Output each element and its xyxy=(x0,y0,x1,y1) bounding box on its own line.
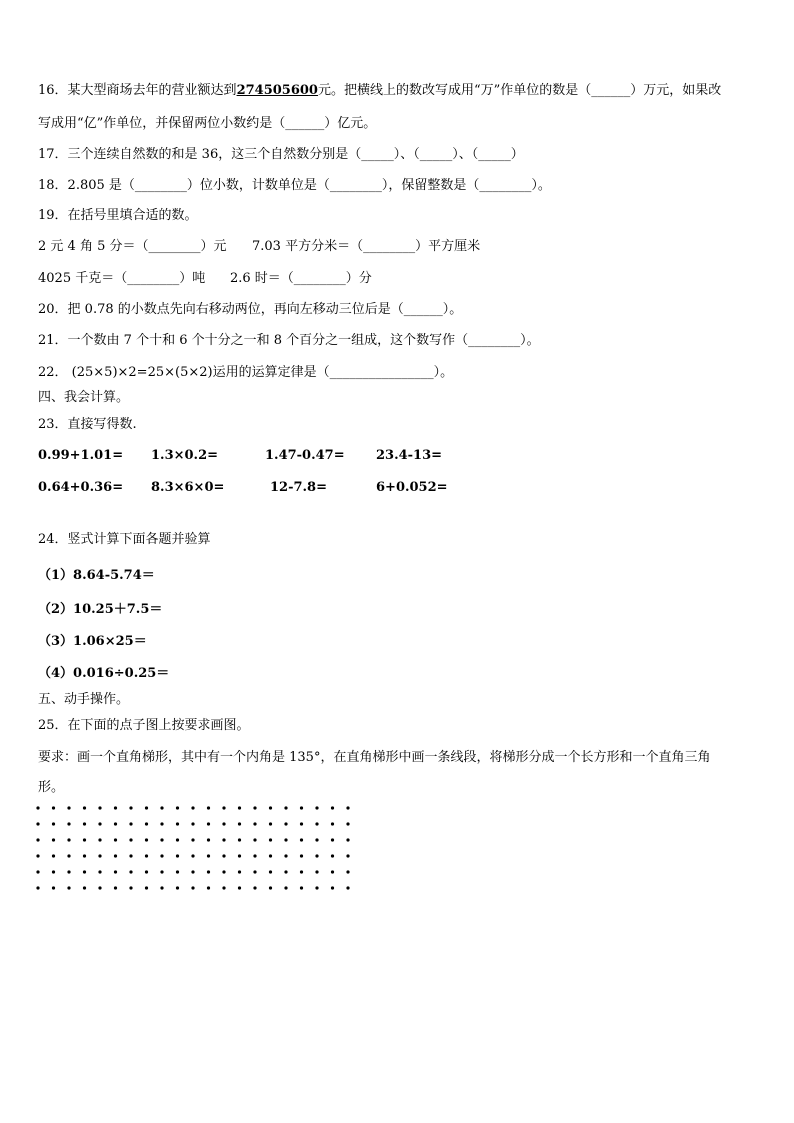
grid-dot xyxy=(207,838,210,841)
grid-dot xyxy=(331,822,334,825)
question-19-row-1-b: 7.03 平方分米＝（________）平方厘米 xyxy=(252,239,481,254)
grid-dot xyxy=(145,838,148,841)
grid-dot xyxy=(207,806,210,809)
grid-dot xyxy=(191,838,194,841)
grid-dot xyxy=(284,838,287,841)
grid-dot xyxy=(145,870,148,873)
grid-dot xyxy=(207,886,210,889)
grid-dot xyxy=(191,806,194,809)
grid-dot xyxy=(36,886,39,889)
grid-dot xyxy=(346,838,349,841)
grid-dot xyxy=(129,886,132,889)
grid-dot xyxy=(160,886,163,889)
calc-item: 12-7.8= xyxy=(270,480,327,495)
grid-dot xyxy=(129,822,132,825)
grid-dot xyxy=(222,838,225,841)
grid-dot xyxy=(36,854,39,857)
grid-dot xyxy=(67,822,70,825)
grid-dot xyxy=(222,806,225,809)
grid-dot xyxy=(331,838,334,841)
grid-dot xyxy=(145,806,148,809)
vertical-calc-item: （2）10.25＋7.5＝ xyxy=(38,602,163,617)
grid-dot xyxy=(191,854,194,857)
grid-dot xyxy=(191,870,194,873)
grid-dot xyxy=(145,854,148,857)
grid-dot xyxy=(52,870,55,873)
grid-dot xyxy=(207,854,210,857)
grid-dot xyxy=(176,838,179,841)
grid-dot xyxy=(160,822,163,825)
grid-dot xyxy=(253,822,256,825)
q16-number: 16． xyxy=(38,83,68,98)
grid-dot xyxy=(284,822,287,825)
question-23-title: 23．直接写得数. xyxy=(38,417,137,432)
grid-dot xyxy=(315,822,318,825)
grid-dot xyxy=(315,886,318,889)
question-20: 20．把 0.78 的小数点先向右移动两位，再向左移动三位后是（______）。 xyxy=(38,302,463,317)
grid-dot xyxy=(238,854,241,857)
calc-item: 1.3×0.2= xyxy=(151,448,219,463)
grid-dot xyxy=(98,822,101,825)
question-25-requirement-line-1: 要求：画一个直角梯形，其中有一个内角是 135°，在直角梯形中画一条线段，将梯形分成一个长方形和一个直角三角 xyxy=(38,750,711,765)
question-17: 17．三个连续自然数的和是 36，这三个自然数分别是（_____）、（_____）、（_____） xyxy=(38,147,524,162)
calc-item: 6+0.052= xyxy=(376,480,448,495)
grid-dot xyxy=(52,822,55,825)
grid-dot xyxy=(114,854,117,857)
grid-dot xyxy=(114,870,117,873)
grid-dot xyxy=(284,806,287,809)
calc-item: 1.47-0.47= xyxy=(265,448,345,463)
grid-dot xyxy=(83,806,86,809)
question-16-line-1 xyxy=(38,82,721,100)
question-18: 18．2.805 是（________）位小数，计数单位是（________），保留整数是（________）。 xyxy=(38,178,551,193)
grid-dot xyxy=(315,854,318,857)
calc-item: 0.99+1.01= xyxy=(38,448,124,463)
question-25-requirement-line-2: 形。 xyxy=(38,780,65,795)
section-5-heading: 五、动手操作。 xyxy=(38,692,130,707)
question-22: 22． (25×5)×2=25×(5×2)运用的运算定律是（________________）。 xyxy=(38,365,454,380)
grid-dot xyxy=(331,870,334,873)
question-21: 21．一个数由 7 个十和 6 个十分之一和 8 个百分之一组成，这个数写作（________）。 xyxy=(38,333,540,348)
q16-text-a: 某大型商场去年的营业额达到 xyxy=(67,83,237,98)
grid-dot xyxy=(191,886,194,889)
q16-text-b: 元。把横线上的数改写成用“万”作单位的数是（______）万元，如果改 xyxy=(317,83,722,98)
grid-dot xyxy=(83,870,86,873)
grid-dot xyxy=(114,822,117,825)
grid-dot xyxy=(129,806,132,809)
grid-dot xyxy=(67,870,70,873)
grid-dot xyxy=(238,806,241,809)
grid-dot xyxy=(98,838,101,841)
grid-dot xyxy=(145,886,148,889)
grid-dot xyxy=(67,854,70,857)
calc-item: 0.64+0.36= xyxy=(38,480,124,495)
grid-dot xyxy=(160,838,163,841)
grid-dot xyxy=(222,886,225,889)
grid-dot xyxy=(315,806,318,809)
question-19-row-2-a: 4025 千克＝（________）吨 xyxy=(38,271,206,286)
grid-dot xyxy=(346,806,349,809)
grid-dot xyxy=(253,838,256,841)
grid-dot xyxy=(36,822,39,825)
grid-dot xyxy=(269,854,272,857)
grid-dot xyxy=(114,838,117,841)
grid-dot xyxy=(284,870,287,873)
grid-dot xyxy=(98,886,101,889)
grid-dot xyxy=(36,870,39,873)
grid-dot xyxy=(52,838,55,841)
grid-dot xyxy=(129,870,132,873)
grid-dot xyxy=(238,886,241,889)
grid-dot xyxy=(83,822,86,825)
grid-dot xyxy=(315,838,318,841)
grid-dot xyxy=(284,886,287,889)
grid-dot xyxy=(300,822,303,825)
grid-dot xyxy=(83,886,86,889)
grid-dot xyxy=(52,806,55,809)
grid-dot xyxy=(129,854,132,857)
grid-dot xyxy=(331,886,334,889)
grid-dot xyxy=(83,854,86,857)
calc-item: 23.4-13= xyxy=(376,448,443,463)
grid-dot xyxy=(207,822,210,825)
grid-dot xyxy=(114,806,117,809)
grid-dot xyxy=(98,870,101,873)
grid-dot xyxy=(315,870,318,873)
grid-dot xyxy=(331,854,334,857)
calc-item: 8.3×6×0= xyxy=(151,480,225,495)
grid-dot xyxy=(238,838,241,841)
grid-dot xyxy=(222,854,225,857)
grid-dot xyxy=(114,886,117,889)
dot-grid[interactable] xyxy=(33,803,353,908)
question-19-title: 19．在括号里填合适的数。 xyxy=(38,208,198,223)
grid-dot xyxy=(238,822,241,825)
grid-dot xyxy=(300,806,303,809)
grid-dot xyxy=(300,854,303,857)
grid-dot xyxy=(253,854,256,857)
grid-dot xyxy=(346,822,349,825)
grid-dot xyxy=(191,822,194,825)
grid-dot xyxy=(222,870,225,873)
q16-amount: 274505600 xyxy=(236,83,318,98)
grid-dot xyxy=(269,870,272,873)
grid-dot xyxy=(98,854,101,857)
grid-dot xyxy=(52,886,55,889)
grid-dot xyxy=(160,854,163,857)
grid-dot xyxy=(129,838,132,841)
grid-dot xyxy=(176,870,179,873)
grid-dot xyxy=(269,822,272,825)
grid-dot xyxy=(253,870,256,873)
grid-dot xyxy=(346,886,349,889)
grid-dot xyxy=(331,806,334,809)
grid-dot xyxy=(269,806,272,809)
grid-dot xyxy=(176,886,179,889)
grid-dot xyxy=(300,838,303,841)
grid-dot xyxy=(36,838,39,841)
grid-dot xyxy=(176,806,179,809)
grid-dot xyxy=(176,822,179,825)
grid-dot xyxy=(253,886,256,889)
grid-dot xyxy=(346,870,349,873)
grid-dot xyxy=(83,838,86,841)
grid-dot xyxy=(176,854,179,857)
grid-dot xyxy=(222,822,225,825)
grid-dot xyxy=(52,854,55,857)
grid-dot xyxy=(36,806,39,809)
question-25-title: 25．在下面的点子图上按要求画图。 xyxy=(38,718,250,733)
grid-dot xyxy=(300,886,303,889)
grid-dot xyxy=(160,806,163,809)
grid-dot xyxy=(207,870,210,873)
grid-dot xyxy=(98,806,101,809)
grid-dot xyxy=(346,854,349,857)
question-19-row-2-b: 2.6 时＝（________）分 xyxy=(230,271,372,286)
grid-dot xyxy=(269,838,272,841)
grid-dot xyxy=(300,870,303,873)
question-16-line-2: 写成用“亿”作单位，并保留两位小数约是（______）亿元。 xyxy=(38,116,377,131)
grid-dot xyxy=(67,806,70,809)
grid-dot xyxy=(269,886,272,889)
grid-dot xyxy=(67,838,70,841)
grid-dot xyxy=(67,886,70,889)
vertical-calc-item: （3）1.06×25＝ xyxy=(38,634,147,649)
grid-dot xyxy=(284,854,287,857)
grid-dot xyxy=(160,870,163,873)
grid-dot xyxy=(238,870,241,873)
grid-dot xyxy=(145,822,148,825)
vertical-calc-item: （4）0.016÷0.25＝ xyxy=(38,666,170,681)
vertical-calc-item: （1）8.64-5.74＝ xyxy=(38,568,155,583)
section-4-heading: 四、我会计算。 xyxy=(38,390,130,405)
grid-dot xyxy=(253,806,256,809)
question-24-title: 24．竖式计算下面各题并验算 xyxy=(38,532,211,547)
question-19-row-1-a: 2 元 4 角 5 分＝（________）元 xyxy=(38,239,227,254)
